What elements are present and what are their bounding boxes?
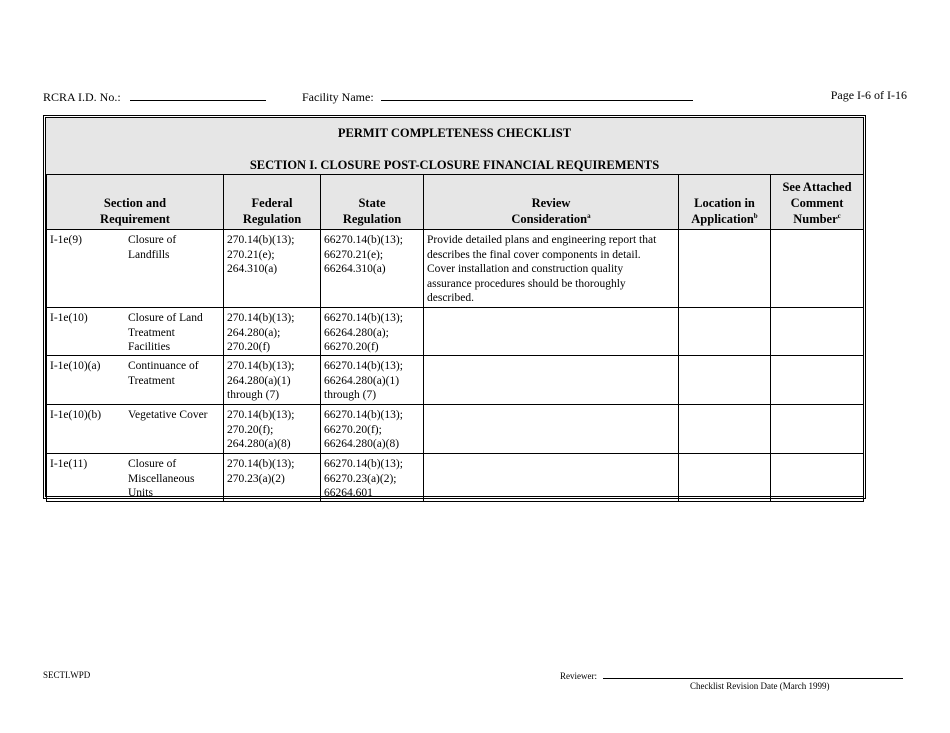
federal-regulation-cell: 270.14(b)(13); 270.21(e); 264.310(a) <box>224 230 321 308</box>
col-state-regulation: State Regulation <box>321 175 424 230</box>
col-review-consideration: Review Consideration$^a$ <box>424 175 679 230</box>
facility-name-label: Facility Name: <box>302 90 374 104</box>
federal-regulation-cell: 270.14(b)(13); 264.280(a); 270.20(f) <box>224 308 321 356</box>
table-row <box>47 230 864 308</box>
section-requirement-cell <box>47 454 224 502</box>
section-requirement-cell <box>47 230 224 308</box>
section-requirement-cell <box>47 308 224 356</box>
footer-filename: SECTI.WPD <box>43 670 91 680</box>
col-section-requirement: Section and Requirement <box>47 175 224 230</box>
federal-regulation-cell: 270.14(b)(13); 270.23(a)(2) <box>224 454 321 502</box>
checklist-titlebar <box>46 118 863 175</box>
facility-name-blank <box>381 88 693 101</box>
page-number: Page I-6 of I-16 <box>830 88 907 102</box>
header-row <box>47 175 864 230</box>
review-consideration-cell <box>424 356 679 405</box>
rcra-id-label: RCRA I.D. No.: <box>43 90 121 104</box>
rcra-id-blank <box>130 88 266 101</box>
requirement-text: Closure of Land Treatment Facilities <box>128 312 203 353</box>
section-id: I-1e(10) <box>50 312 88 324</box>
reviewer-blank <box>603 670 903 679</box>
state-regulation-cell: 66270.14(b)(13); 66270.21(e); 66264.310(a) <box>321 230 424 308</box>
location-in-application-cell[interactable] <box>679 356 771 405</box>
state-regulation-cell: 66270.14(b)(13); 66270.20(f); 66264.280(a)(8) <box>321 405 424 454</box>
state-regulation-cell: 66270.14(b)(13); 66264.280(a)(1) through (7) <box>321 356 424 405</box>
requirement-text: Continuance of Treatment <box>128 360 199 387</box>
facility-name-field <box>302 88 693 105</box>
section-requirement-cell <box>47 356 224 405</box>
federal-regulation-cell: 270.14(b)(13); 270.20(f); 264.280(a)(8) <box>224 405 321 454</box>
reviewer-field <box>560 670 903 681</box>
location-in-application-cell[interactable] <box>679 230 771 308</box>
checklist-table <box>46 174 864 502</box>
review-consideration-cell <box>424 308 679 356</box>
rcra-id-field <box>43 88 266 105</box>
section-title: SECTION I. CLOSURE POST-CLOSURE FINANCIAL REQUIREMENTS <box>249 158 660 172</box>
state-regulation-cell: 66270.14(b)(13); 66264.280(a); 66270.20(f) <box>321 308 424 356</box>
requirement-text: Vegetative Cover <box>128 409 208 421</box>
location-in-application-cell[interactable] <box>679 308 771 356</box>
table-row <box>47 356 864 405</box>
table-row <box>47 308 864 356</box>
federal-regulation-cell: 270.14(b)(13); 264.280(a)(1) through (7) <box>224 356 321 405</box>
section-requirement-cell <box>47 405 224 454</box>
col-federal-regulation: Federal Regulation <box>224 175 321 230</box>
location-in-application-cell[interactable] <box>679 405 771 454</box>
reviewer-label: Reviewer: <box>560 671 597 681</box>
section-id: I-1e(9) <box>50 234 82 246</box>
comment-number-cell[interactable] <box>771 230 864 308</box>
section-id: I-1e(10)(b) <box>50 409 102 421</box>
requirement-text: Closure of Miscellaneous Units <box>128 458 195 499</box>
col-location-in-application: Location in Application$^b$ <box>679 175 771 230</box>
state-regulation-cell: 66270.14(b)(13); 66270.23(a)(2); 66264.601 <box>321 454 424 502</box>
comment-number-cell[interactable] <box>771 454 864 502</box>
comment-number-cell[interactable] <box>771 356 864 405</box>
location-in-application-cell[interactable] <box>679 454 771 502</box>
section-id: I-1e(10)(a) <box>50 360 101 372</box>
review-consideration-cell <box>424 405 679 454</box>
requirement-text: Closure of Landfills <box>128 234 177 261</box>
table-row <box>47 405 864 454</box>
checklist-frame <box>43 115 866 499</box>
comment-number-cell[interactable] <box>771 308 864 356</box>
checklist-title: PERMIT COMPLETENESS CHECKLIST <box>337 126 572 140</box>
comment-number-cell[interactable] <box>771 405 864 454</box>
review-consideration-cell: Provide detailed plans and engineering report that describes the final cover components in detail. Cover installation and construction quality assurance procedures should be thoroughly described. <box>424 230 679 308</box>
col-comment-number: See Attached Comment Number$^c$ <box>771 175 864 230</box>
review-consideration-cell <box>424 454 679 502</box>
revision-date: Checklist Revision Date (March 1999) <box>690 681 830 691</box>
table-row <box>47 454 864 502</box>
section-id: I-1e(11) <box>50 458 88 470</box>
